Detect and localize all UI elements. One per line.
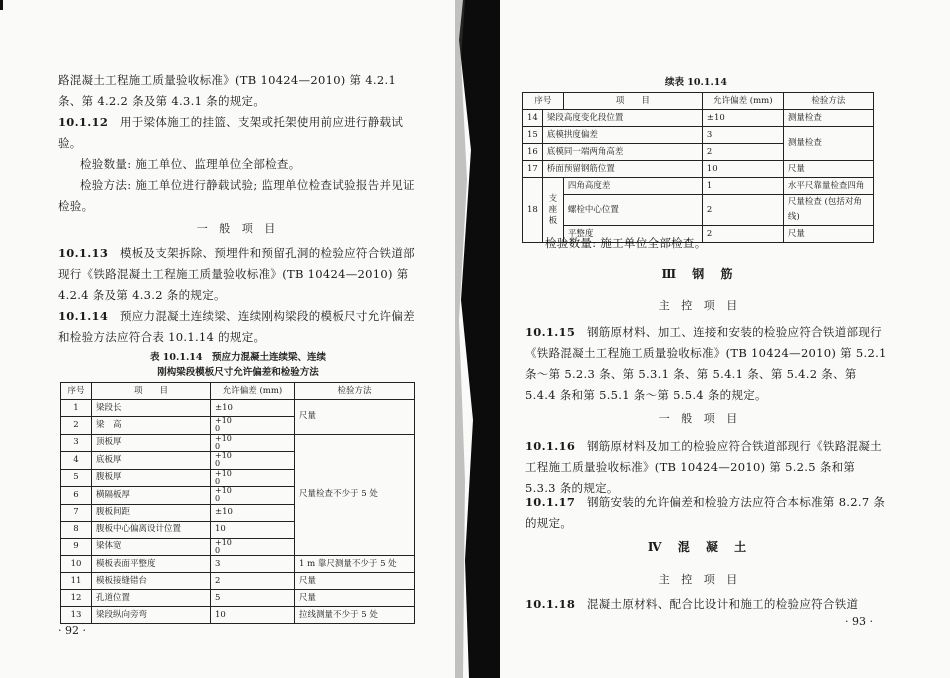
method-cell: 尺量 <box>295 400 415 435</box>
clause-number: 10.1.14 <box>58 309 109 323</box>
table-row: 14 梁段高度变化段位置 ±10 测量检查 <box>523 110 874 127</box>
main-control-items: 主 控 项 目 <box>658 573 742 586</box>
general-items: 一 般 项 目 <box>658 412 742 425</box>
table-title-line2: 刚构梁段模板尺寸允许偏差和检验方法 <box>157 367 319 378</box>
header-tolerance: 允许偏差 (mm) <box>211 383 295 400</box>
clause-number: 10.1.18 <box>525 597 576 611</box>
clause-number: 10.1.16 <box>525 439 576 453</box>
table-row: 1 梁段长 ±10 尺量 <box>61 400 415 417</box>
header-method: 检验方法 <box>783 93 873 110</box>
clause-number: 10.1.17 <box>525 495 576 509</box>
table-row: 10 模板表面平整度 3 1 m 靠尺测量不少于 5 处 <box>61 556 415 573</box>
support-plate-group: 支座板 <box>542 178 563 243</box>
clause-10-1-13 <box>58 243 418 306</box>
clause-text: 用于梁体施工的挂篮、支架或托架使用前应进行静载试验。 <box>58 115 404 150</box>
right-page <box>500 0 950 678</box>
header-method: 检验方法 <box>295 383 415 400</box>
scan-edge-mark <box>0 0 3 10</box>
table-title-line1: 表 10.1.14 预应力混凝土连续梁、连续 <box>150 352 326 363</box>
clause-text: 预应力混凝土连续梁、连续刚构梁段的模板尺寸允许偏差和检验方法应符合表 10.1.14 的规定。 <box>58 309 415 344</box>
clause-10-1-12 <box>58 112 418 154</box>
inspection-quantity: 检验数量: 施工单位全部检查。 <box>545 236 707 250</box>
table-row: 5 腹板厚 +10 0 <box>61 469 415 487</box>
table-row: 16 底模同一端两角高差 2 <box>523 144 874 161</box>
clause-10-1-14 <box>58 306 418 348</box>
table-row: 2 梁 高 +10 0 <box>61 417 415 435</box>
method-cell: 测量检查 <box>783 127 873 161</box>
clause-text: 混凝土原材料、配合比设计和施工的检验应符合铁道 <box>586 597 859 611</box>
clause-10-1-15 <box>525 322 887 406</box>
main-control-items: 主 控 项 目 <box>658 299 742 312</box>
clause-text: 模板及支架拆除、预埋件和预留孔洞的检验应符合铁道部现行《铁路混凝土工程施工质量验收标准》(TB 10424—2010) 第 4.2.4 条及第 4.3.2 条的规定。 <box>58 246 415 302</box>
left-page <box>0 0 470 678</box>
clause-10-1-17 <box>525 492 887 534</box>
paragraph-continuation: 路混凝土工程施工质量验收标准》(TB 10424—2010) 第 4.2.1 条、第 4.2.2 条及第 4.3.1 条的规定。 <box>58 73 397 108</box>
section-general-items: 一 般 项 目 <box>196 222 280 235</box>
table-row: 12 孔道位置 5 尺量 <box>61 590 415 607</box>
inspection-method: 检验方法: 施工单位进行静载试验; 监理单位检查试验报告并见证检验。 <box>58 178 415 213</box>
header-item: 项 目 <box>92 383 211 400</box>
section-rebar-heading: Ⅲ 钢 筋 <box>661 267 739 281</box>
table-row: 17 桥面预留钢筋位置 10 尺量 <box>523 161 874 178</box>
inspection-quantity: 检验数量: 施工单位、监理单位全部检查。 <box>80 157 301 171</box>
section-concrete-heading: Ⅳ 混 凝 土 <box>647 540 753 554</box>
clause-number: 10.1.12 <box>58 115 109 129</box>
table-row: 13 梁段纵向旁弯 10 拉线测量不少于 5 处 <box>61 607 415 624</box>
clause-text: 钢筋原材料及加工的检验应符合铁道部现行《铁路混凝土工程施工质量验收标准》(TB 10424—2010) 第 5.2.5 条和第 5.3.3 条的规定。 <box>525 439 882 495</box>
table-row: 15 底模拱度偏差 3 测量检查 <box>523 127 874 144</box>
header-no: 序号 <box>61 383 92 400</box>
table-row: 7 腹板间距 ±10 <box>61 504 415 521</box>
clause-number: 10.1.13 <box>58 246 109 260</box>
header-no: 序号 <box>523 93 564 110</box>
table-row: 9 梁体宽 +10 0 <box>61 538 415 556</box>
tolerance-table-continued <box>522 92 874 243</box>
table-row: 11 模板接缝错台 2 尺量 <box>61 573 415 590</box>
table-row: 4 底板厚 +10 0 <box>61 452 415 470</box>
table-header-row <box>523 93 874 110</box>
table-row: 18 支座板 四角高度差 1 水平尺靠量检查四角 <box>523 178 874 195</box>
table-header-row <box>61 383 415 400</box>
table-row: 螺栓中心位置 2 尺量检查 (包括对角线) <box>523 195 874 226</box>
clause-10-1-16 <box>525 436 887 499</box>
clause-10-1-18 <box>525 594 887 615</box>
page-number-left: · 92 · <box>58 624 86 637</box>
table-row: 3 顶板厚 +10 0 尺量检查不少于 5 处 <box>61 434 415 452</box>
table-row: 6 横隔板厚 +10 0 <box>61 487 415 505</box>
clause-text: 钢筋安装的允许偏差和检验方法应符合本标准第 8.2.7 条的规定。 <box>525 495 886 530</box>
clause-text: 钢筋原材料、加工、连接和安装的检验应符合铁道部现行《铁路混凝土工程施工质量验收标准》(TB 10424—2010) 第 5.2.1 条～第 5.2.3 条、第 5.3.1 条、第 5.4.1 条、第 5.4.2 条、第 5.4.4 条和第 5.5.1 条～第 5.5.4 条的规定。 <box>525 325 887 402</box>
method-cell: 尺量检查不少于 5 处 <box>295 434 415 556</box>
tolerance-table <box>60 382 415 624</box>
table-row: 平整度 2 尺量 <box>523 226 874 243</box>
page-number-right: · 93 · <box>845 615 873 628</box>
table-row: 8 腹板中心偏离设计位置 10 <box>61 521 415 538</box>
header-item: 项 目 <box>563 93 702 110</box>
header-tolerance: 允许偏差 (mm) <box>702 93 783 110</box>
table-continued-title: 续表 10.1.14 <box>665 77 727 88</box>
clause-number: 10.1.15 <box>525 325 576 339</box>
